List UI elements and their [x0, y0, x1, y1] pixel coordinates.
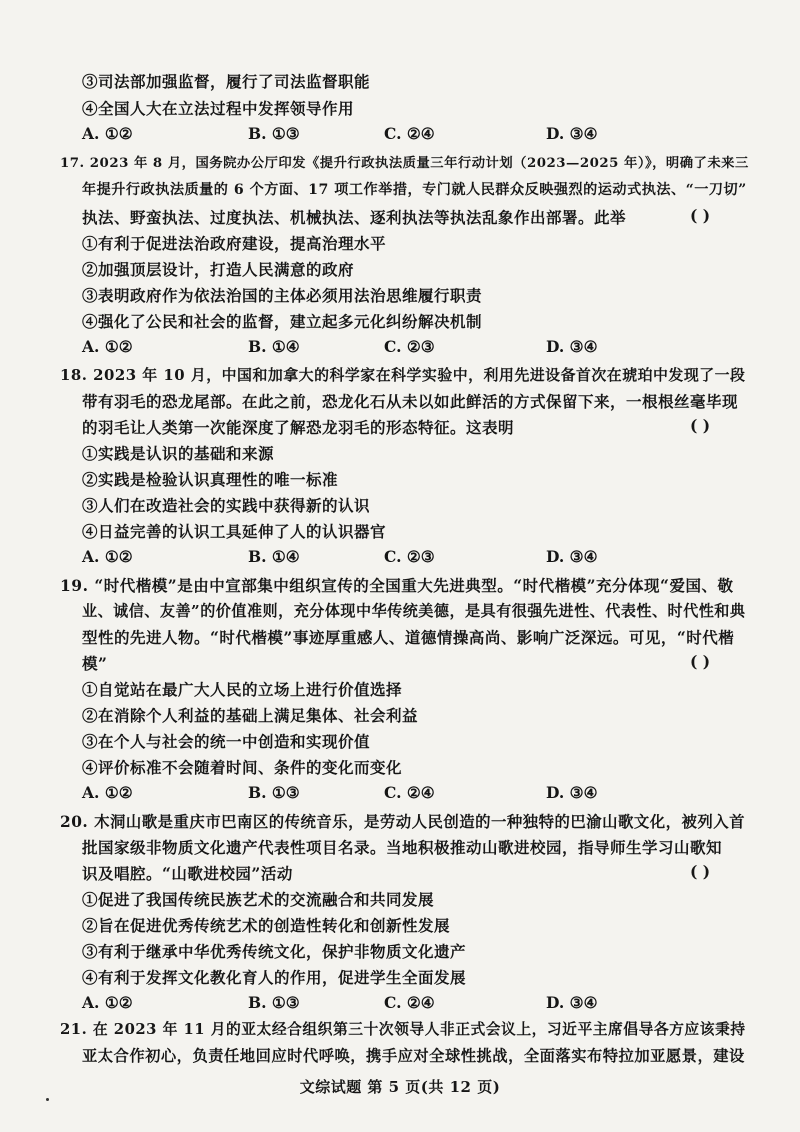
q17-statement-3: ③表明政府作为依法治国的主体必须用法治思维履行职责	[82, 286, 483, 305]
q19-option-c: C. ②④	[384, 783, 435, 802]
q18-stem-line-1: 18. 2023 年 10 月，中国和加拿大的科学家在科学实验中，利用先进设备首次在琥珀中发现了一段	[60, 366, 746, 384]
q17-option-c: C. ②③	[384, 337, 435, 356]
q17-answer-blank: ( )	[690, 206, 711, 225]
q19-statement-1: ①自觉站在最广大人民的立场上进行价值选择	[82, 680, 403, 699]
q18-option-b: B. ①④	[248, 547, 300, 566]
q20-stem-line-1: 20. 木洞山歌是重庆市巴南区的传统音乐，是劳动人民创造的一种独特的巴渝山歌文化，被列入首	[60, 813, 745, 831]
q17-statement-2: ②加强顶层设计，打造人民满意的政府	[82, 260, 355, 279]
q18-stem-line-2: 带有羽毛的恐龙尾部。在此之前，恐龙化石从未以如此鲜活的方式保留下来，一根根丝毫毕现	[82, 392, 739, 411]
q17-stem-line-1: 17. 2023 年 8 月，国务院办公厅印发《提升行政执法质量三年行动计划（2023—2025 年）》，明确了未来三	[60, 155, 749, 171]
q19-stem-line-4: 模”	[82, 654, 108, 673]
q20-option-b: B. ①③	[248, 993, 300, 1012]
q20-statement-1: ①促进了我国传统民族艺术的交流融合和共同发展	[82, 890, 435, 909]
q18-answer-blank: ( )	[690, 416, 711, 435]
q17-stem-line-2: 年提升行政执法质量的 6 个方面、17 项工作举措，专门就人民群众反映强烈的运动式执法、“一刀切”	[82, 182, 747, 198]
q21-stem-line-1: 21. 在 2023 年 11 月的亚太经合组织第三十次领导人非正式会议上，习近平主席倡导各方应该秉持	[60, 1021, 746, 1038]
q16-option-b: B. ①③	[248, 124, 300, 143]
q19-answer-blank: ( )	[690, 652, 711, 671]
q17-option-d: D. ③④	[546, 337, 598, 356]
q17-statement-1: ①有利于促进法治政府建设，提高治理水平	[82, 234, 387, 253]
q16-option-d: D. ③④	[546, 124, 598, 143]
q21-stem-line-2: 亚太合作初心，负责任地回应时代呼唤，携手应对全球性挑战，全面落实布特拉加亚愿景，建设	[82, 1047, 745, 1065]
q18-statement-1: ①实践是认识的基础和来源	[82, 444, 275, 463]
q20-option-a: A. ①②	[82, 993, 133, 1012]
q17-option-b: B. ①④	[248, 337, 300, 356]
scan-speck	[46, 1098, 49, 1101]
q16-option-c: C. ②④	[384, 124, 435, 143]
q17-stem-line-3: 执法、野蛮执法、过度执法、机械执法、逐利执法等执法乱象作出部署。此举	[82, 208, 627, 227]
q20-option-d: D. ③④	[546, 993, 598, 1012]
q17-statement-4: ④强化了公民和社会的监督，建立起多元化纠纷解决机制	[82, 312, 483, 331]
q19-option-a: A. ①②	[82, 783, 133, 802]
q18-option-c: C. ②③	[384, 547, 435, 566]
q19-stem-line-2: 业、诚信、友善”的价值准则，充分体现中华传统美德，是具有很强先进性、代表性、时代性和典	[82, 602, 746, 620]
q19-statement-3: ③在个人与社会的统一中创造和实现价值	[82, 732, 371, 751]
q18-stem-line-3: 的羽毛让人类第一次能深度了解恐龙羽毛的形态特征。这表明	[82, 418, 515, 437]
q18-statement-2: ②实践是检验认识真理性的唯一标准	[82, 470, 339, 489]
q18-option-d: D. ③④	[546, 547, 598, 566]
q19-stem-line-3: 型性的先进人物。“时代楷模”事迹厚重感人、道德情操高尚、影响广泛深远。可见，“时代楷	[82, 628, 735, 647]
q20-option-c: C. ②④	[384, 993, 435, 1012]
q18-statement-4: ④日益完善的认识工具延伸了人的认识器官	[82, 522, 387, 541]
q20-stem-line-2: 批国家级非物质文化遗产代表性项目名录。当地积极推动山歌进校园，指导师生学习山歌知	[82, 838, 723, 857]
q16-statement-4: ④全国人大在立法过程中发挥领导作用	[82, 99, 355, 118]
q16-option-a: A. ①②	[82, 124, 133, 143]
q18-option-a: A. ①②	[82, 547, 133, 566]
q20-statement-2: ②旨在促进优秀传统艺术的创造性转化和创新性发展	[82, 916, 451, 935]
q20-statement-4: ④有利于发挥文化教化育人的作用，促进学生全面发展	[82, 968, 467, 987]
q19-statement-4: ④评价标准不会随着时间、条件的变化而变化	[82, 758, 403, 777]
q20-answer-blank: ( )	[690, 862, 711, 881]
q16-statement-3: ③司法部加强监督，履行了司法监督职能	[82, 72, 371, 91]
page-footer: 文综试题 第 5 页(共 12 页)	[299, 1078, 501, 1096]
q20-statement-3: ③有利于继承中华优秀传统文化，保护非物质文化遗产	[82, 942, 467, 961]
q18-statement-3: ③人们在改造社会的实践中获得新的认识	[82, 496, 371, 515]
q19-statement-2: ②在消除个人利益的基础上满足集体、社会利益	[82, 706, 419, 725]
q19-option-b: B. ①③	[248, 783, 300, 802]
q20-stem-line-3: 识及唱腔。“山歌进校园”活动	[82, 864, 293, 883]
q19-option-d: D. ③④	[546, 783, 598, 802]
q17-option-a: A. ①②	[82, 337, 133, 356]
q19-stem-line-1: 19. “时代楷模”是由中宣部集中组织宣传的全国重大先进典型。“时代楷模”充分体现“爱国、敬	[60, 576, 734, 595]
